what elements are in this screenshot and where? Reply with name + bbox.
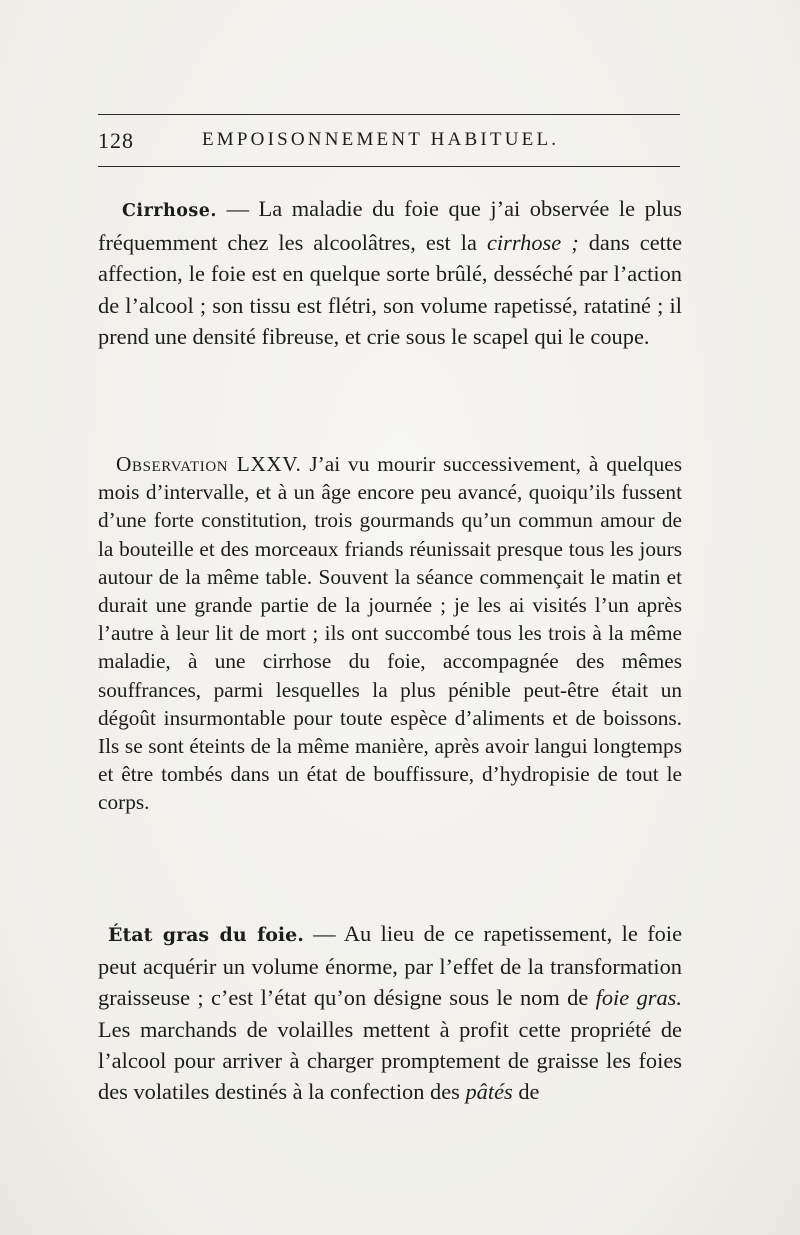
header-rule-top: [98, 114, 680, 115]
running-title: EMPOISONNEMENT HABITUEL.: [202, 129, 560, 150]
page-number: 128: [98, 128, 134, 153]
paragraph-text: — Au lieu de ce rapetissement, le foie peut acquérir un volume énorme, par l’effet de la transformation graisseuse ; c’est l’état qu’on désigne sous le nom de: [98, 921, 683, 1011]
paragraph-text: — La maladie du foie que j’ai observée le plus fréquemment chez les alcoolâtres, est la: [98, 196, 682, 256]
italic-term: pâtés: [465, 1079, 513, 1105]
paragraph-text: J’ai vu mourir successivement, à quelques mois d’intervalle, et à un âge encore peu avancé, quoiqu’ils fussent d’une forte constitution, trois gourmands qu’un commun amour de la bouteille et des morceaux friands réunissait presque tous les jours autour de la même table. Souvent la séance commençait le matin et durait une grande partie de la journée ; je les ai visités l’un après l’autre à leur lit de mort ; ils ont succombé tous les trois à la même maladie, à une cirrhose du foie, accompagnée des mêmes souffrances, parmi lesquelles la plus pénible peut-être était un dégoût insurmontable pour toute espèce d’aliments et de boissons. Ils se sont éteints de la même manière, après avoir langui longtemps et être tombés dans un état de bouffissure, d’hydropisie de tout le corps.: [98, 452, 682, 815]
paragraph-cirrhose: [98, 193, 682, 352]
observation-heading: Observation LXXV.: [116, 452, 302, 476]
paragraph-observation: [98, 450, 682, 817]
header-rule-bottom: [98, 166, 680, 167]
paragraph-text: de: [512, 1079, 540, 1105]
section-heading-cirrhose: Cirrhose.: [122, 201, 217, 221]
paragraph-text: dans cette affection, le foie est en quelque sorte brûlé, desséché par l’action de l’alcool ; son tissu est flétri, son volume rapetissé, ratatiné ; il prend une densité fibreuse, et crie sous le scapel qui le coupe.: [98, 230, 683, 349]
page-header: [98, 128, 680, 158]
section-heading-etat-gras: État gras du foie.: [108, 924, 304, 946]
italic-term: cirrhose ;: [486, 230, 579, 256]
italic-term: foie gras.: [595, 985, 682, 1011]
paragraph-etat-gras: [98, 918, 682, 1107]
paragraph-text: Les marchands de volailles mettent à profit cette propriété de l’alcool pour arriver à charger promptement de graisse les foies des volatiles destinés à la confection des: [98, 1016, 682, 1105]
